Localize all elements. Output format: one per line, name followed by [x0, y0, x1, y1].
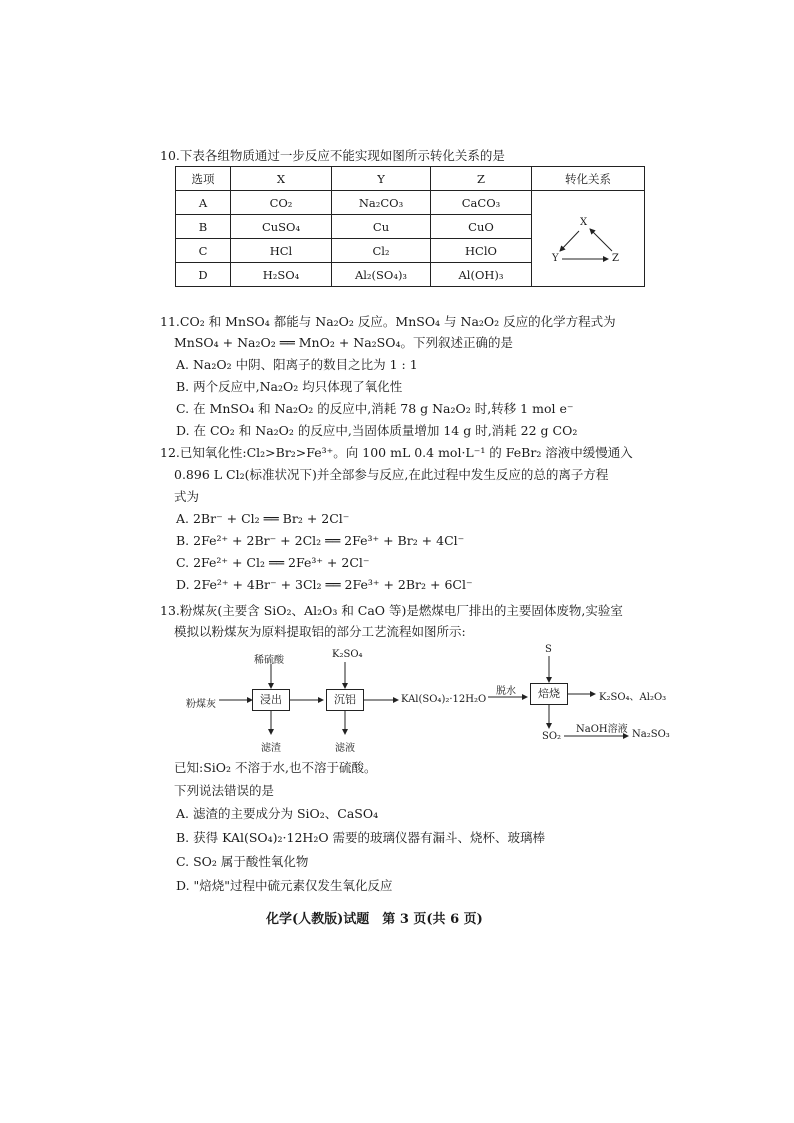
flow-reagent-sulfur: S	[545, 644, 552, 655]
flow-product-alum: KAl(SO₄)₂·12H₂O	[401, 694, 487, 705]
cell-y: Na₂CO₃	[332, 191, 431, 215]
q13-known-condition: 已知:SiO₂ 不溶于水,也不溶于硫酸。	[174, 760, 377, 775]
q12-option-a: A. 2Br⁻ + Cl₂ ══ Br₂ + 2Cl⁻	[176, 511, 350, 526]
col-header: 转化关系	[532, 167, 645, 191]
flow-product-na2so3: Na₂SO₃	[632, 729, 670, 740]
diagram-z: Z	[612, 252, 619, 264]
flow-step-precipitate-al: 沉铝	[326, 689, 364, 711]
q12-stem-line1: 12.已知氧化性:Cl₂>Br₂>Fe³⁺。向 100 mL 0.4 mol·L⁻¹ 的 FeBr₂ 溶液中缓慢通入	[160, 445, 633, 460]
cell-x: HCl	[231, 239, 332, 263]
cell-z: Al(OH)₃	[431, 263, 532, 287]
flow-dehydrate-label: 脱水	[496, 686, 516, 697]
flow-gas-so2: SO₂	[542, 731, 562, 742]
q12-stem-line3: 式为	[174, 489, 200, 504]
diagram-x: X	[580, 216, 588, 228]
q12-option-d: D. 2Fe²⁺ + 4Br⁻ + 3Cl₂ ══ 2Fe³⁺ + 2Br₂ + 6Cl⁻	[176, 577, 473, 592]
cell-option: D	[176, 263, 231, 287]
flow-reagent-naoh: NaOH溶液	[576, 724, 628, 735]
col-header: Y	[332, 167, 431, 191]
cell-x: CO₂	[231, 191, 332, 215]
flow-start-material: 粉煤灰	[186, 699, 216, 710]
cell-y: Cl₂	[332, 239, 431, 263]
flow-filtrate: 滤液	[335, 743, 355, 754]
cell-y: Al₂(SO₄)₃	[332, 263, 431, 287]
q13-option-d: D. "焙烧"过程中硫元素仅发生氧化反应	[176, 878, 393, 893]
cell-x: H₂SO₄	[231, 263, 332, 287]
q11-option-d: D. 在 CO₂ 和 Na₂O₂ 的反应中,当固体质量增加 14 g 时,消耗 22 g CO₂	[176, 423, 578, 438]
flow-reagent-sulfuric-acid: 稀硫酸	[254, 655, 284, 666]
cell-z: CuO	[431, 215, 532, 239]
cell-option: A	[176, 191, 231, 215]
flow-residue: 滤渣	[261, 743, 281, 754]
q13-option-c: C. SO₂ 属于酸性氧化物	[176, 854, 309, 869]
col-header: Z	[431, 167, 532, 191]
q13-option-a: A. 滤渣的主要成分为 SiO₂、CaSO₄	[176, 806, 379, 821]
cell-x: CuSO₄	[231, 215, 332, 239]
q12-option-b: B. 2Fe²⁺ + 2Br⁻ + 2Cl₂ ══ 2Fe³⁺ + Br₂ + 4Cl⁻	[176, 533, 465, 548]
q13-stem-line2: 模拟以粉煤灰为原料提取铝的部分工艺流程如图所示:	[174, 624, 466, 639]
cell-z: CaCO₃	[431, 191, 532, 215]
cell-option: B	[176, 215, 231, 239]
q12-stem-line2: 0.896 L Cl₂(标准状况下)并全部参与反应,在此过程中发生反应的总的离子方程	[174, 467, 609, 482]
flow-product-k2so4-al2o3: K₂SO₄、Al₂O₃	[599, 692, 667, 703]
col-header: X	[231, 167, 332, 191]
q11-stem-line1: 11.CO₂ 和 MnSO₄ 都能与 Na₂O₂ 反应。MnSO₄ 与 Na₂O₂ 反应的化学方程式为	[160, 314, 616, 329]
cell-z: HClO	[431, 239, 532, 263]
q10-stem: 10.下表各组物质通过一步反应不能实现如图所示转化关系的是	[160, 148, 505, 163]
q13-stem-line1: 13.粉煤灰(主要含 SiO₂、Al₂O₃ 和 CaO 等)是燃煤电厂排出的主要固体废物,实验室	[160, 603, 623, 618]
q13-question: 下列说法错误的是	[174, 783, 275, 798]
flow-reagent-k2so4: K₂SO₄	[332, 649, 363, 660]
page-footer: 化学(人教版)试题 第 3 页(共 6 页)	[266, 912, 483, 927]
flow-step-roasting: 焙烧	[530, 683, 568, 705]
q13-option-b: B. 获得 KAl(SO₄)₂·12H₂O 需要的玻璃仪器有漏斗、烧杯、玻璃棒	[176, 830, 546, 845]
cell-y: Cu	[332, 215, 431, 239]
col-header: 选项	[176, 167, 231, 191]
q11-option-c: C. 在 MnSO₄ 和 Na₂O₂ 的反应中,消耗 78 g Na₂O₂ 时,转移 1 mol e⁻	[176, 401, 574, 416]
q11-option-b: B. 两个反应中,Na₂O₂ 均只体现了氧化性	[176, 379, 403, 394]
flow-step-leaching: 浸出	[252, 689, 290, 711]
cell-option: C	[176, 239, 231, 263]
diagram-y: Y	[552, 252, 559, 264]
q12-option-c: C. 2Fe²⁺ + Cl₂ ══ 2Fe³⁺ + 2Cl⁻	[176, 555, 370, 570]
q11-stem-line2: MnSO₄ + Na₂O₂ ══ MnO₂ + Na₂SO₄。下列叙述正确的是	[174, 335, 514, 350]
q11-option-a: A. Na₂O₂ 中阴、阳离子的数目之比为 1 : 1	[176, 357, 418, 372]
